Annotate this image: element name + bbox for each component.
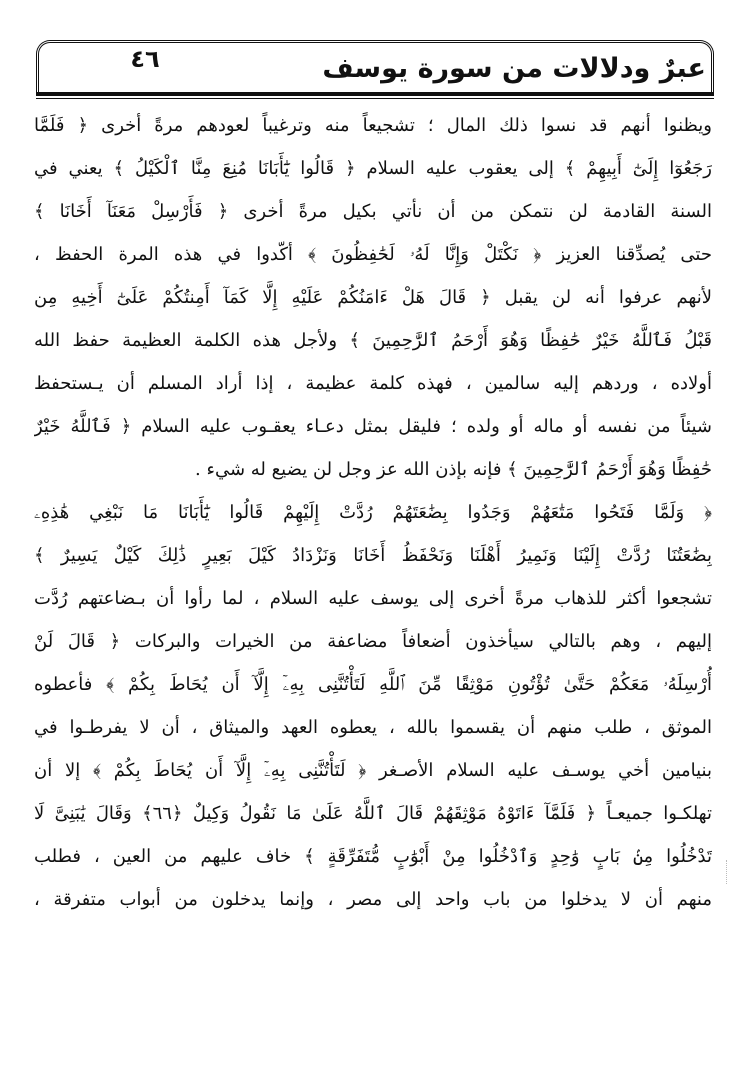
text-line: رَجَعُوٓا إِلَىٰٓ أَبِيهِمْ ﴾ إلى يعقوب عليه السلام ﴿ قَالُوا يَٰٓأَبَانَا مُنِعَ مِنَّا ٱلْكَيْلُ ﴾ يعني في: [34, 158, 712, 179]
text-line: بنيامين أخي يوسـف عليه السلام الأصـغر ﴿ لَتَأْتُنَّنِى بِهِۦٓ إِلَّآ أَن يُحَاطَ بِكُمْ ﴾ إلا أن: [34, 760, 712, 781]
page-number: ٤٦: [130, 45, 160, 73]
text-line: ﴿ وَلَمَّا فَتَحُوا مَتَٰعَهُمْ وَجَدُوا بِضَٰعَتَهُمْ رُدَّتْ إِلَيْهِمْ قَالُوا يَٰٓأَبَانَا مَا نَبْغِي هَٰذِهِۦ: [34, 502, 712, 523]
scan-artifact: [726, 860, 729, 884]
text-line: لأنهم عرفوا أنه لن يقبل ﴿ قَالَ هَلْ ءَامَنُكُمْ عَلَيْهِ إِلَّا كَمَآ أَمِنتُكُمْ عَلَىٰٓ أَخِيهِ مِن: [34, 287, 712, 308]
text-line: تشجعوا أكثر للذهاب مرةً أخرى إلى يوسف عليه السلام ، لما رأوا أن بـضاعتهم رُدَّت: [34, 588, 712, 609]
text-line: ويظنوا أنهم قد نسوا ذلك المال ؛ تشجيعاً منه وترغيباً لعودهم مرةً أخرى ﴿ فَلَمَّا: [34, 115, 712, 136]
text-line: تَدْخُلُوا مِنۢ بَابٍ وَٰحِدٍ وَٱدْخُلُوا مِنْ أَبْوَٰبٍ مُّتَفَرِّقَةٍ ﴾ خاف عليهم من العين ، فطلب: [34, 846, 712, 867]
text-line: بِضَٰعَتُنَا رُدَّتْ إِلَيْنَا وَنَمِيرُ أَهْلَنَا وَنَحْفَظُ أَخَانَا وَنَزْدَادُ كَيْلَ بَعِيرٍ ذَٰلِكَ كَيْلٌ يَسِيرٌ ﴾: [34, 545, 712, 566]
text-line: السنة القادمة لن نتمكن من أن نأتي بكيل مرةً أخرى ﴿ فَأَرْسِلْ مَعَنَآ أَخَانَا ﴾: [34, 201, 712, 222]
text-line: حَٰفِظًا وَهُوَ أَرْحَمُ ٱلرَّٰحِمِينَ ﴾ فإنه بإذن الله عز وجل لن يضيع له شيء .: [195, 459, 712, 480]
text-line: الموثق ، طلب منهم أن يقسموا بالله ، يعطوه العهد والميثاق ، أن لا يفرطـوا في: [34, 717, 712, 738]
page-body-text: [34, 104, 712, 921]
text-line: أُرْسِلَهُۥ مَعَكُمْ حَتَّىٰ تُؤْتُونِ مَوْثِقًا مِّنَ ٱللَّهِ لَتَأْتُنَّنِى بِهِۦٓ إِلَّآ أَن يُحَاطَ بِكُمْ ﴾ فأعطوه: [34, 674, 712, 695]
text-line: تهلكـوا جميعـاً ﴿ فَلَمَّآ ءَاتَوْهُ مَوْثِقَهُمْ قَالَ ٱللَّهُ عَلَىٰ مَا نَقُولُ وَكِيلٌ ﴿٦٦﴾ وَقَالَ يَٰبَنِىَّ لَا: [34, 803, 712, 824]
page-header-title: عبرٌ ودلالات من سورة يوسف: [322, 53, 706, 84]
text-line: أولاده ، وردهم إليه سالمين ، فهذه كلمة عظيمة ، إذا أراد المسلم أن يـستحفظ: [34, 373, 712, 394]
text-line: قَبْلُ فَٱللَّهُ خَيْرٌ حَٰفِظًا وَهُوَ أَرْحَمُ ٱلرَّٰحِمِينَ ﴾ ولأجل هذه الكلمة العظيمة حفظ الله: [34, 330, 712, 351]
header-divider: [36, 92, 714, 99]
text-line: حتى يُصدِّقنا العزيز ﴿ نَكْتَلْ وَإِنَّا لَهُۥ لَحَٰفِظُونَ ﴾ أكّدوا في هذه المرة الحفظ ،: [34, 244, 712, 265]
text-line: إليهم ، وهم بالتالي سيأخذون أضعافاً مضاعفة من الخيرات والبركات ﴿ قَالَ لَنْ: [34, 631, 712, 652]
text-line: منهم أن لا يدخلوا من باب واحد إلى مصر ، وإنما يدخلون من أبواب متفرقة ،: [34, 889, 712, 910]
text-line: شيئاً من نفسه أو ماله أو ولده ؛ فليقل بمثل دعـاء يعقـوب عليه السلام ﴿ فَٱللَّهُ خَيْرٌ: [34, 416, 712, 437]
